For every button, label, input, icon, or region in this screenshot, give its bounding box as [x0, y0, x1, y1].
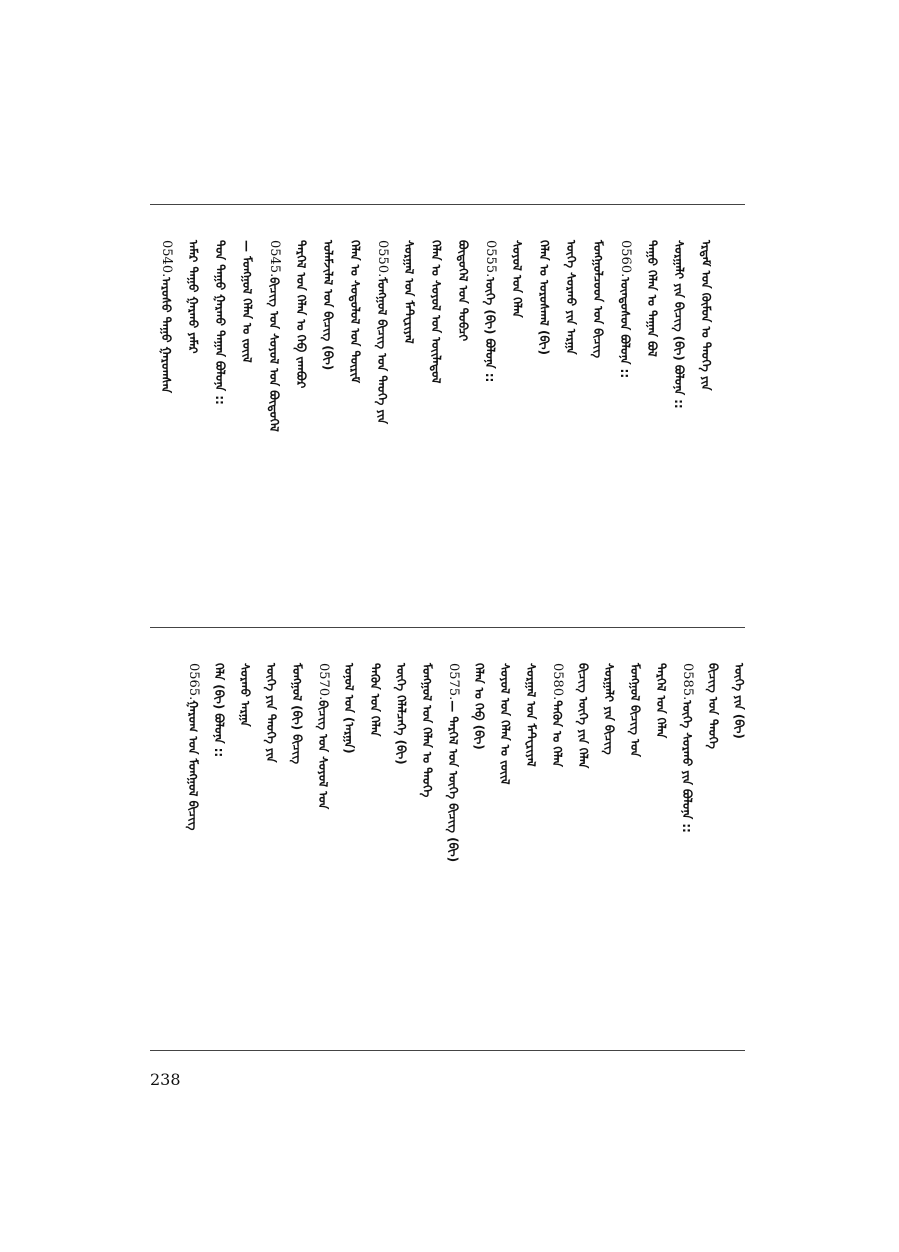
entry-text: ᠰᠤᠷᠭᠠᠯ ᠤᠨ ᠮᠠᠲ᠋ᠧᠷᠢᠶᠠᠯ [402, 240, 416, 344]
entry-text: ᠬᠡᠯᠡᠨ ᠤ ᠤᠷᠤᠰᠬᠠᠯ (ᠪᠢ) [537, 240, 551, 355]
entry-number: 0560. [618, 240, 633, 278]
entry-text: ᠣᠨᠣᠯ ᠤᠨ (ᠠᠷᠭᠠ) [342, 663, 356, 754]
text-column [698, 240, 714, 480]
top-rule [150, 204, 745, 205]
text-column [341, 663, 357, 893]
text-column [705, 663, 721, 893]
text-column [419, 663, 435, 893]
text-column [237, 663, 253, 893]
entry-number: 0570. [316, 663, 331, 701]
entry-text: ᠮᠣᠩᠭᠣᠯ ᠪᠢᠴᠢᠭ ᠤᠨ [628, 663, 642, 757]
entry-number: 0555. [483, 240, 498, 278]
bottom-rule [150, 1050, 745, 1051]
text-column [263, 663, 279, 893]
entry-text: ᠦᠭᠡ ᠶᠢᠨ (ᠪᠢ) [732, 663, 746, 739]
entry-text: ᠪᠢᠴᠢᠭ ᠤᠨ ᠰᠣᠶᠣᠯ ᠤᠨ [316, 700, 330, 810]
entry-text: ᠡᠷᠳᠡᠮ ᠤᠨ ᠬᠦᠮᠦᠨ ᠤ ᠲᠡᠦᠬᠡ ᠶᠢᠨ [699, 240, 713, 391]
text-column [731, 663, 747, 893]
entry-text: — ᠲᠡᠷᠭᠡᠯ ᠤᠨ ᠦᠭᠡ ᠪᠢᠴᠢᠭ (ᠪᠢ) [446, 700, 460, 863]
entry-number: 0575. [446, 663, 461, 701]
text-column [627, 663, 643, 893]
entry-text: ᠤᠯᠠᠮᠵᠢᠯᠠᠯ ᠤᠨ ᠪᠢᠴᠢᠭ (ᠪᠢ) [321, 240, 335, 371]
entry-text: ᠭᠠᠷᠤᠭ ᠤᠨ ᠮᠣᠩᠭᠣᠯ ᠪᠢᠴᠢᠭ [186, 700, 200, 831]
text-column [428, 240, 444, 480]
text-column [266, 240, 282, 480]
entry-text: ᠬᠡᠯᠡᠨ ᠤ ᠰᠤᠳᠤᠯᠤᠯ ᠤᠨ ᠳᠦᠷᠢᠮ [348, 240, 362, 384]
middle-rule [150, 627, 745, 628]
text-column [601, 663, 617, 893]
text-column [653, 663, 669, 893]
entry-text: ᠪᠦᠲᠦᠭᠡᠯ ᠤᠨ ᠲᠣᠪᠴᠢ [456, 240, 470, 342]
text-column [211, 663, 227, 893]
entry-text: ᠦᠭᠡ ᠶᠢᠨ ᠲᠡᠦᠬᠡ ᠶᠢᠨ [264, 663, 278, 763]
entry-text: ᠲᠠᠭᠤ ᠬᠡᠯᠡᠨ ᠤ ᠳᠠᠭᠠᠨ ᠪᠣᠯ [645, 240, 659, 357]
text-column [212, 240, 228, 480]
entry-text: ᠦᠭᠡ ᠰᠤᠷᠬᠤ ᠶᠢᠨ ᠠᠷᠭᠠ [564, 240, 578, 355]
entry-text: ᠰᠣᠶᠣᠯ ᠤᠨ ᠬᠡᠯᠡᠨ [510, 240, 524, 318]
entry-text: ᠮᠣᠩᠭᠣᠯ ᠤᠨ ᠬᠡᠯᠡᠨ ᠤ ᠲᠡᠦᠬᠡ [420, 663, 434, 798]
entry-number: 0565. [186, 663, 201, 701]
text-column [315, 663, 331, 893]
entry-text: ᠬᠡᠯᠡᠨ ᠤ ᠰᠣᠶᠣᠯ ᠤᠨ ᠦᠢᠯᠡᠳᠦᠯ [429, 240, 443, 384]
text-column [482, 240, 498, 480]
text-column [239, 240, 255, 480]
text-column [393, 663, 409, 893]
text-column [158, 240, 174, 480]
entry-text: ᠰᠣᠶᠣᠯ ᠤᠨ ᠬᠡᠯᠡᠨ ᠤ ᠵᠦᠢᠯ [498, 663, 512, 785]
text-column [549, 663, 565, 893]
entry-text: — ᠮᠣᠩᠭᠣᠯ ᠬᠡᠯᠡᠨ ᠤ ᠵᠦᠢᠯ [240, 240, 254, 363]
text-column [671, 240, 687, 480]
entry-text: ᠦᠨᠳᠦᠰᠦᠨ ᠪᠣᠯᠤᠨᠠ :: [618, 277, 632, 379]
entry-text: ᠮᠣᠩᠭᠣᠯ ᠪᠢᠴᠢᠭ ᠤᠨ ᠲᠡᠦᠬᠡ ᠶᠢᠨ [375, 277, 389, 425]
top-text-block [150, 240, 745, 480]
text-column [497, 663, 513, 893]
text-column [185, 663, 201, 893]
entry-text: ᠮᠣᠩᠭᠣᠯ (ᠪᠢ) ᠪᠢᠴᠢᠭ [290, 663, 304, 764]
text-column [185, 240, 201, 480]
entry-text: ᠲᠡᠭᠦᠨ ᠤ ᠬᠡᠯᠡᠨ [550, 700, 564, 767]
entry-text: ᠪᠢᠴᠢᠭ ᠤᠨ ᠰᠣᠶᠣᠯ ᠤᠨ ᠪᠦᠲᠦᠭᠡᠯ [267, 277, 281, 432]
entry-text: ᠠᠮᠠᠷ ᠲᠠᠭᠤ ᠭᠠᠷᠬᠤ ᠶᠠᠮᠠᠷ [186, 240, 200, 354]
entry-number: 0550. [375, 240, 390, 278]
page-number: 238 [150, 1070, 181, 1089]
text-column [617, 240, 633, 480]
entry-text: ᠦᠭᠡ ᠰᠤᠷᠬᠤ ᠶᠢᠨ ᠪᠣᠯᠤᠨᠠ :: [680, 700, 694, 833]
text-column [320, 240, 336, 480]
text-column [401, 240, 417, 480]
entry-text: ᠠᠷᠤᠰᠤ ᠲᠠᠭᠤ ᠭᠠᠷᠤᠭᠰᠠᠨ [159, 277, 173, 394]
entry-text: ᠰᠤᠷᠭᠠᠯᠢ ᠶᠢᠨ ᠪᠢᠴᠢᠭ [602, 663, 616, 755]
text-column [523, 663, 539, 893]
entry-text: ᠲᠡᠭᠦᠨ ᠤᠨ ᠬᠡᠯᠡᠨ [368, 663, 382, 737]
text-column [679, 663, 695, 893]
text-column [590, 240, 606, 480]
entry-text: ᠦᠭᠡ (ᠪᠢ) ᠪᠣᠯᠤᠨᠠ :: [483, 277, 497, 383]
text-column [575, 663, 591, 893]
entry-number: 0540. [159, 240, 174, 278]
text-column [471, 663, 487, 893]
text-column [289, 663, 305, 893]
entry-text: ᠳᠤᠨ ᠲᠠᠭᠤ ᠭᠠᠷᠬᠤ ᠳᠠᠭᠠᠨ ᠪᠣᠯᠤᠨᠠ :: [213, 240, 227, 405]
entry-text: ᠮᠣᠩᠭᠣᠯᠴᠤᠳ ᠤᠨ ᠪᠢᠴᠢᠭ [591, 240, 605, 358]
entry-number: 0585. [680, 663, 695, 701]
entry-number: 0545. [267, 240, 282, 278]
text-column [374, 240, 390, 480]
entry-text: ᠦᠭᠡ ᠬᠡᠯᠡᠯᠴᠡᠭᠡ (ᠪᠢ) [394, 663, 408, 765]
entry-text: ᠪᠢᠴᠢᠭ ᠦᠭᠡ ᠶᠢᠨ ᠬᠡᠯᠡᠨ [576, 663, 590, 769]
text-column [563, 240, 579, 480]
entry-number: 0580. [550, 663, 565, 701]
text-column [509, 240, 525, 480]
entry-text: ᠬᠡᠯᠡ (ᠪᠢ) ᠪᠣᠯᠤᠨᠠ :: [212, 663, 226, 758]
entry-text: ᠰᠤᠷᠭᠠᠯ ᠤᠨ ᠮᠠᠲ᠋ᠧᠷᠢᠶᠠᠯ [524, 663, 538, 767]
text-column [347, 240, 363, 480]
text-column [644, 240, 660, 480]
text-column [536, 240, 552, 480]
entry-text: ᠬᠡᠯᠡᠨ ᠤ ᠬᠡᠪ (ᠪᠢ) [472, 663, 486, 750]
text-column [367, 663, 383, 893]
text-column [445, 663, 461, 893]
entry-text: ᠲᠡᠷᠭᠡᠯ ᠤᠨ ᠬᠡᠯᠡᠨ ᠤ ᠬᠡᠪ ᠵᠠᠭᠪᠤᠷ [294, 240, 308, 389]
bottom-text-block [150, 663, 745, 893]
text-column [293, 240, 309, 480]
entry-text: ᠰᠤᠷᠭᠠᠯᠢ ᠶᠢᠨ ᠪᠢᠴᠢᠭ (ᠪᠢ) ᠪᠣᠯᠤᠨᠠ :: [672, 240, 686, 409]
entry-text: ᠰᠤᠷᠬᠤ ᠠᠷᠭᠠ [238, 663, 252, 727]
entry-text: ᠪᠢᠴᠢᠭ ᠤᠨ ᠲᠡᠦᠬᠡ [706, 663, 720, 749]
text-column [455, 240, 471, 480]
entry-text: ᠲᠡᠷᠭᠡᠯ ᠤᠨ ᠬᠡᠯᠡᠨ [654, 663, 668, 739]
